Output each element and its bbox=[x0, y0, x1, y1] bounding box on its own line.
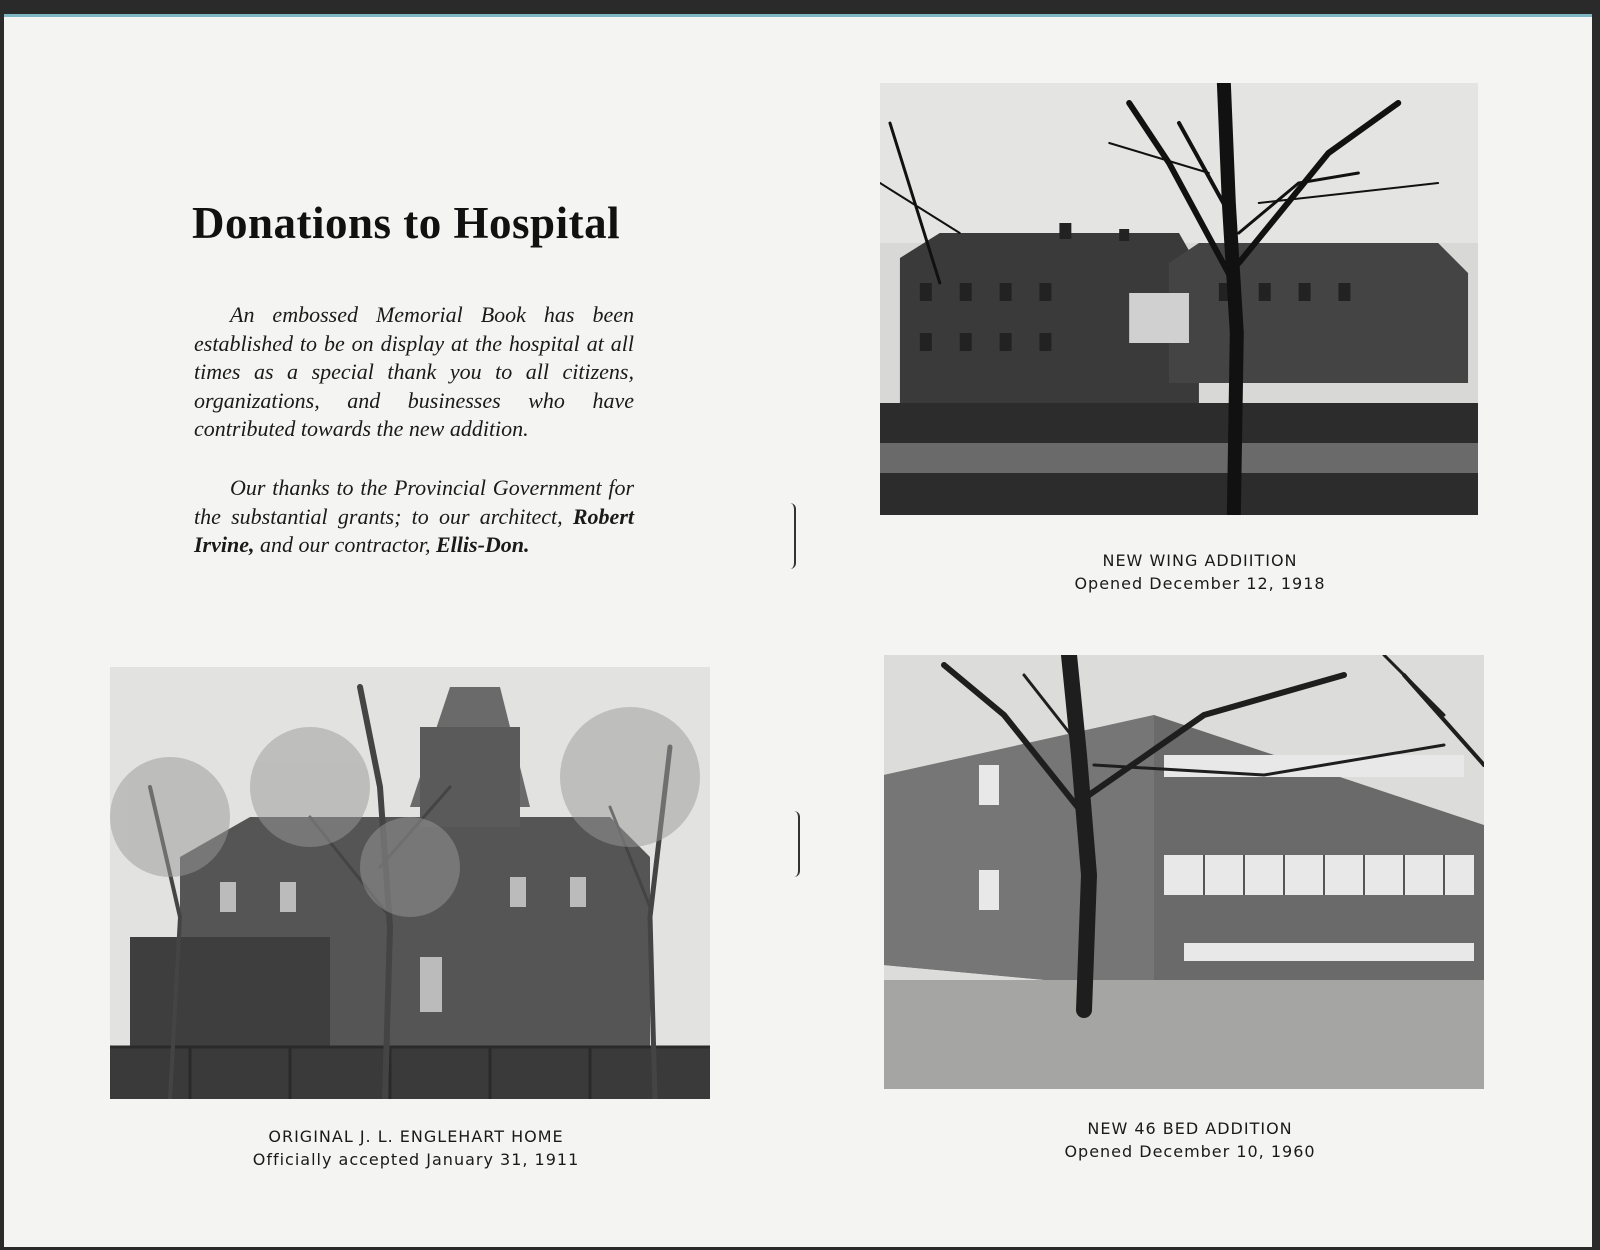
binding-staple bbox=[790, 811, 800, 877]
binding-staple bbox=[786, 503, 796, 569]
englehart-home-photo bbox=[110, 667, 710, 1099]
new-wing-photo bbox=[880, 83, 1478, 515]
thanks-paragraph bbox=[194, 474, 634, 560]
new-wing-photo-image bbox=[880, 83, 1478, 515]
englehart-caption-title: ORIGINAL J. L. ENGLEHART HOME bbox=[268, 1127, 564, 1146]
memorial-book-paragraph bbox=[194, 301, 634, 444]
bed-addition-caption bbox=[960, 1117, 1420, 1163]
thanks-lead-text: Our thanks to the Provincial Government for the substantial grants; to our architect, bbox=[194, 475, 634, 529]
bed-addition-photo-image bbox=[884, 655, 1484, 1089]
memorial-book-text: An embossed Memorial Book has been established to be on display at the hospital at all times as a special thank you to all citizens, organizations, and businesses who have contributed towards the new addition. bbox=[194, 302, 634, 441]
booklet-page bbox=[4, 14, 1592, 1247]
thanks-mid-text: and our contractor, bbox=[254, 532, 436, 557]
bed-addition-photo bbox=[884, 655, 1484, 1089]
englehart-caption-date: Officially accepted January 31, 1911 bbox=[252, 1150, 580, 1169]
new-wing-caption-date: Opened December 12, 1918 bbox=[1074, 574, 1326, 593]
page-title: Donations to Hospital bbox=[192, 198, 621, 248]
architect-name: Robert Irvine, bbox=[194, 503, 634, 557]
englehart-home-photo-image bbox=[110, 667, 710, 1099]
contractor-name: Ellis-Don. bbox=[436, 532, 530, 557]
bed-addition-caption-title: NEW 46 BED ADDITION bbox=[1087, 1119, 1293, 1138]
bed-addition-caption-date: Opened December 10, 1960 bbox=[1064, 1142, 1316, 1161]
new-wing-caption-title: NEW WING ADDIITION bbox=[1102, 551, 1298, 570]
new-wing-caption bbox=[970, 549, 1430, 595]
englehart-home-caption bbox=[186, 1125, 646, 1171]
